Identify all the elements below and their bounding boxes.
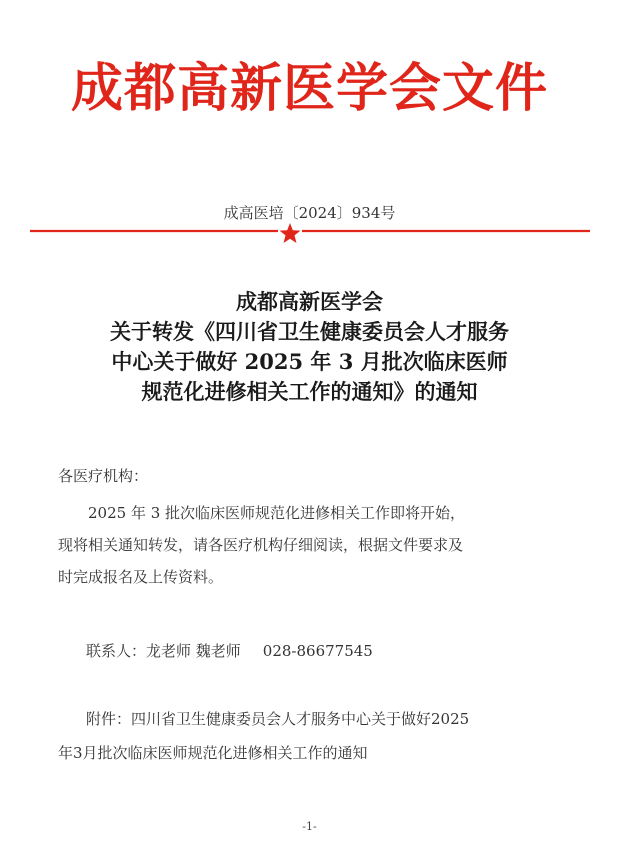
- star-icon: [280, 223, 301, 243]
- paragraph-line: 现将相关通知转发，请各医疗机构仔细阅读，根据文件要求及: [58, 536, 464, 554]
- title-line: 规范化进修相关工作的通知》的通知: [141, 379, 478, 404]
- salutation: 各医疗机构：: [58, 467, 149, 485]
- title-line: 成都高新医学会: [236, 289, 383, 314]
- masthead-title: 成都高新医学会文件: [70, 58, 548, 119]
- body-paragraph: [58, 497, 558, 593]
- contact-phone: 028-86677545: [262, 642, 373, 660]
- notice-title: [0, 287, 619, 407]
- title-line: 关于转发《四川省卫生健康委员会人才服务: [110, 319, 509, 344]
- attachment-line: 附件：四川省卫生健康委员会人才服务中心关于做好2025: [86, 710, 470, 728]
- contact-info: [86, 640, 373, 661]
- title-line: 中心关于做好 2025 年 3 月批次临床医师: [111, 349, 508, 374]
- attachment-note: [58, 702, 578, 770]
- paragraph-line: 2025 年 3 批次临床医师规范化进修相关工作即将开始，: [88, 504, 466, 522]
- red-separator-line: [30, 222, 590, 246]
- paragraph-line: 时完成报名及上传资料。: [58, 568, 224, 586]
- page-number: -1-: [302, 820, 317, 833]
- attachment-line: 年3月批次临床医师规范化进修相关工作的通知: [58, 744, 368, 762]
- contact-persons: 联系人：龙老师 魏老师: [86, 642, 241, 660]
- document-number: 成高医培〔2024〕934号: [223, 204, 396, 222]
